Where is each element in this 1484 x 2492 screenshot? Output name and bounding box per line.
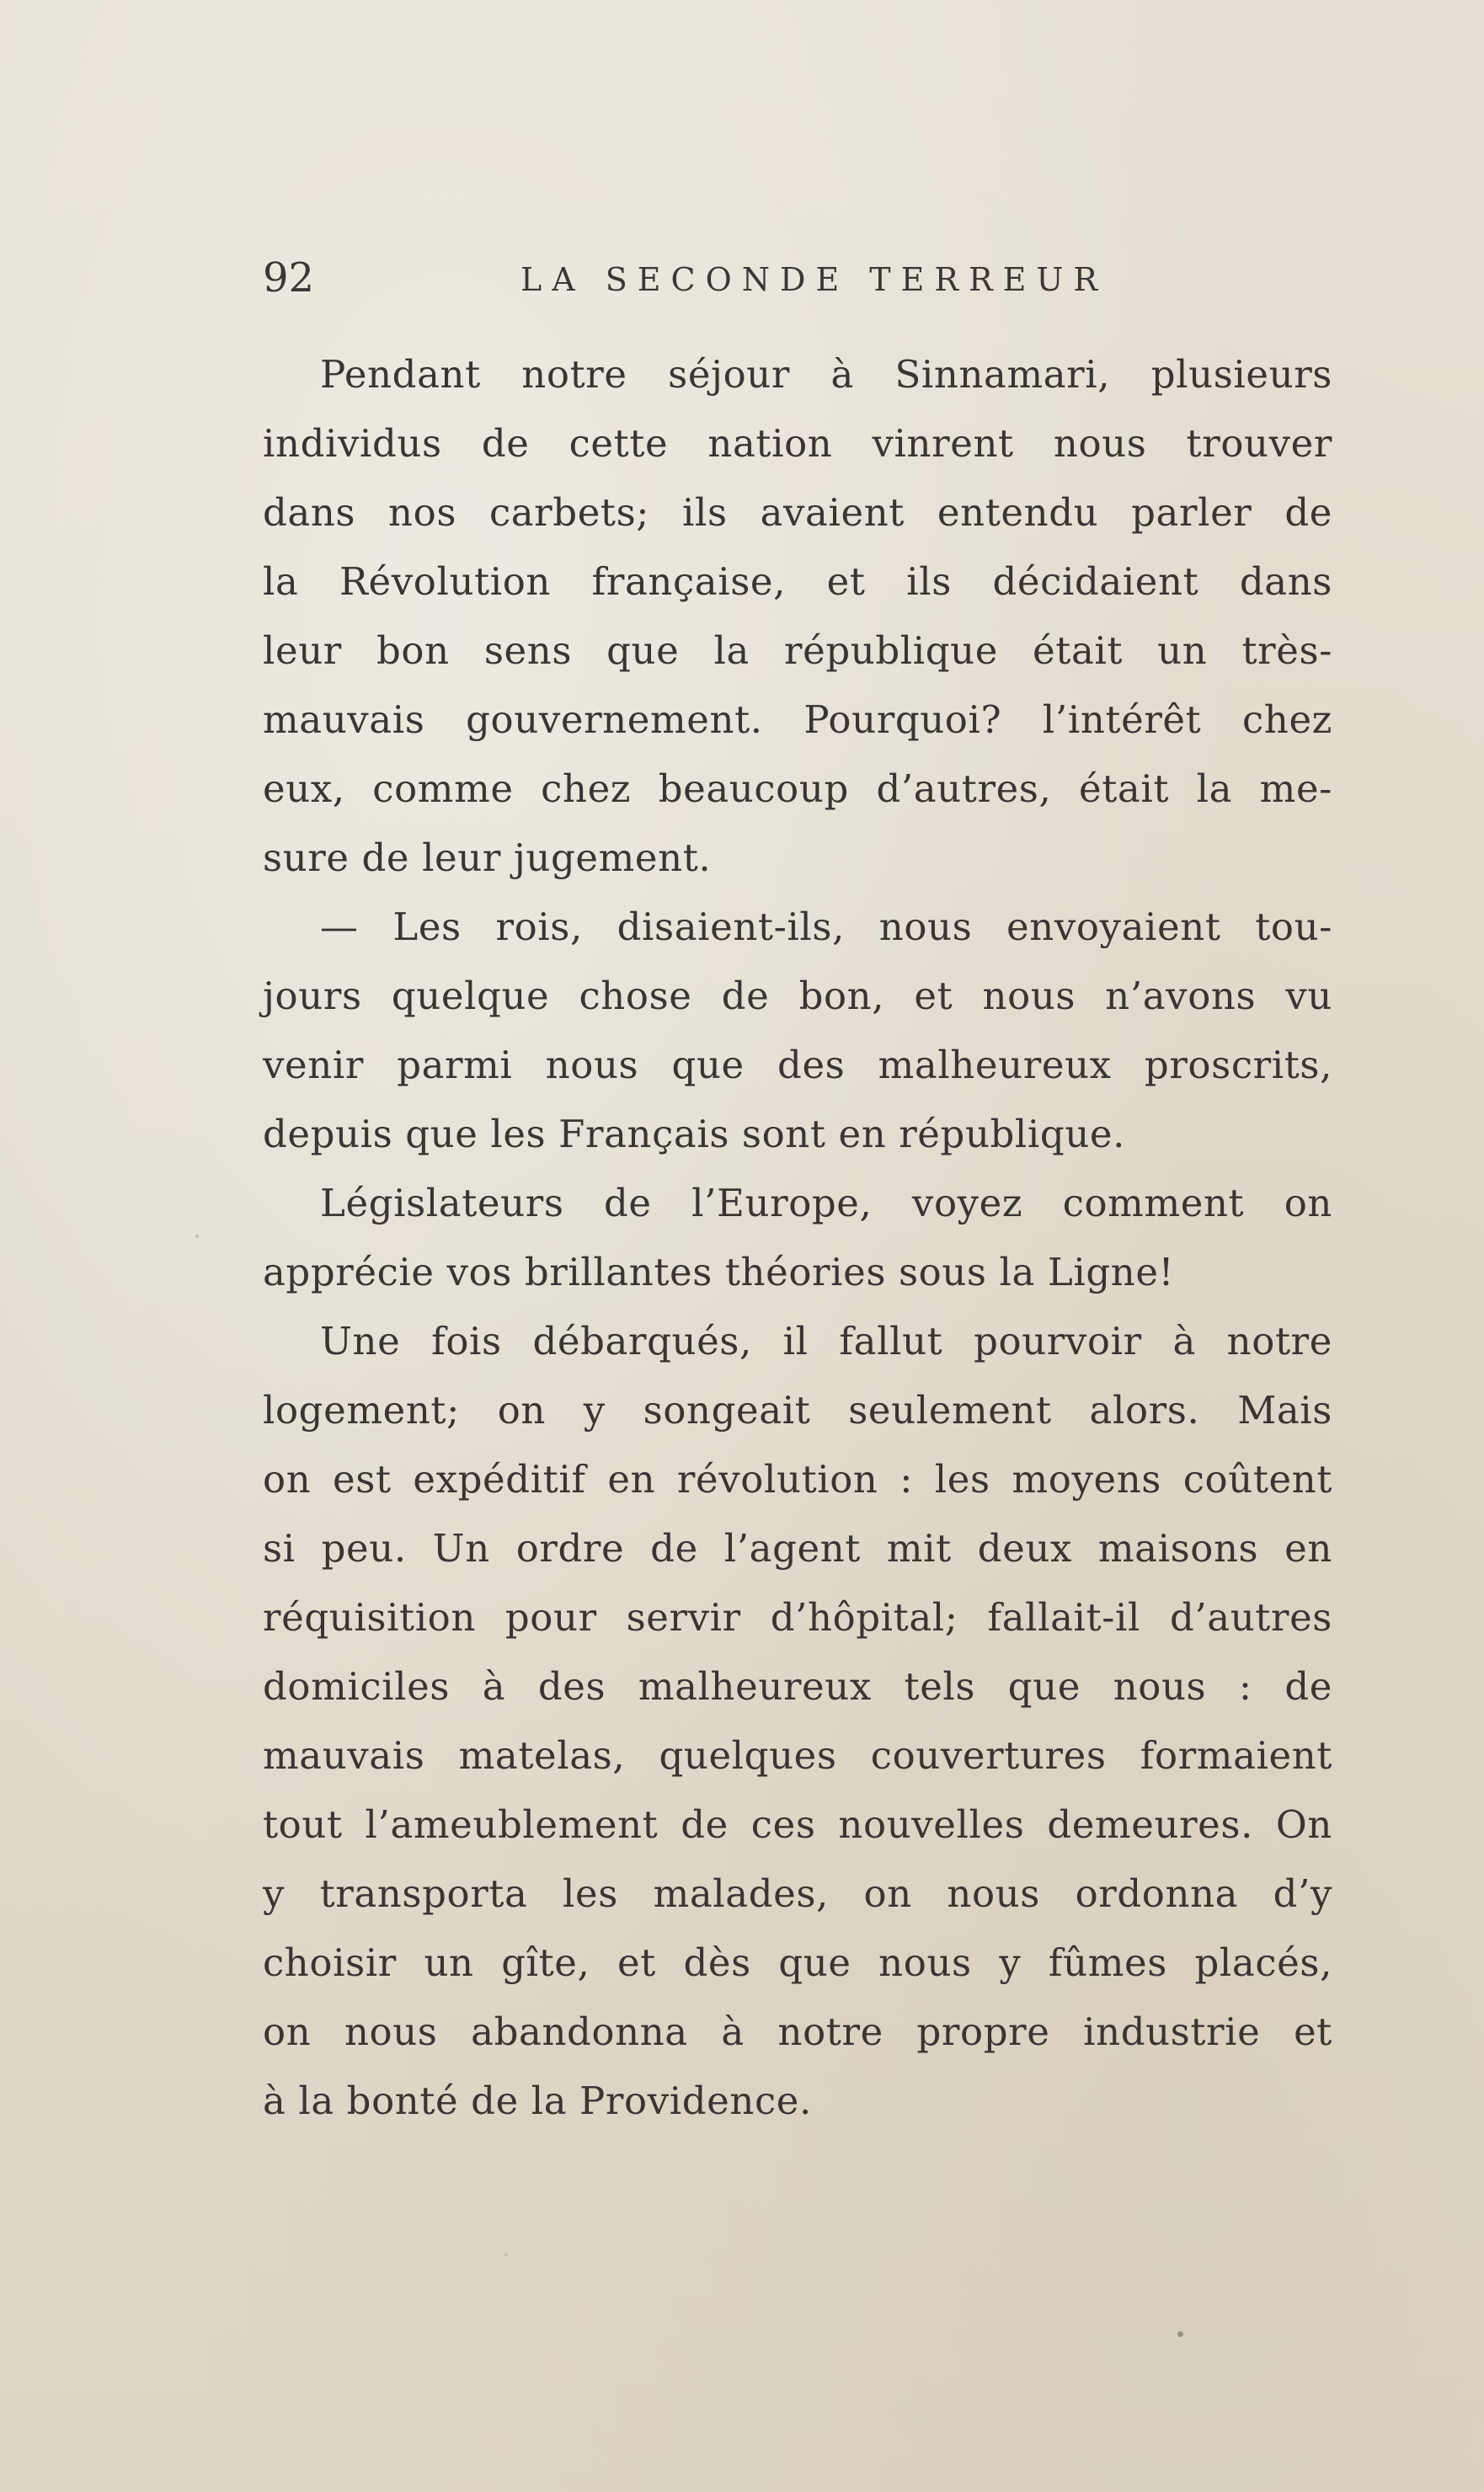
text-line: logement; on y songeait seulement alors. Mais (263, 1388, 1332, 1433)
text-line: si peu. Un ordre de l’agent mit deux maisons en (263, 1526, 1332, 1571)
text-line: Une fois débarqués, il fallut pourvoir à notre (320, 1319, 1332, 1363)
text-line: mauvais matelas, quelques couvertures formaient (263, 1733, 1332, 1778)
page-header (263, 253, 1332, 303)
text-line: on nous abandonna à notre propre industrie et (263, 2009, 1332, 2054)
body-text (263, 340, 1332, 2136)
text-line: on est expéditif en révolution : les moyens coûtent (263, 1457, 1332, 1502)
text-line: à la bonté de la Providence. (263, 2078, 812, 2123)
text-line: venir parmi nous que des malheureux proscrits, (263, 1043, 1332, 1087)
text-line: apprécie vos brillantes théories sous la Ligne! (263, 1250, 1175, 1294)
paper-speck (1177, 2331, 1183, 2337)
text-line: Législateurs de l’Europe, voyez comment on (320, 1181, 1332, 1225)
text-line: individus de cette nation vinrent nous trouver (263, 421, 1332, 466)
text-line: dans nos carbets; ils avaient entendu parler de (263, 490, 1332, 535)
text-line: la Révolution française, et ils décidaient dans (263, 559, 1332, 604)
running-title: LA SECONDE TERREUR (520, 261, 1108, 298)
text-line: leur bon sens que la république était un très- (263, 628, 1332, 673)
page-number: 92 (263, 254, 315, 301)
text-line: jours quelque chose de bon, et nous n’avons vu (263, 974, 1332, 1018)
text-line: depuis que les Français sont en république. (263, 1112, 1126, 1156)
text-line: — Les rois, disaient-ils, nous envoyaient tou- (320, 904, 1332, 949)
paper-speck (504, 2254, 508, 2256)
text-line: y transporta les malades, on nous ordonna d’y (263, 1871, 1332, 1916)
text-line: réquisition pour servir d’hôpital; fallait-il d’autres (263, 1595, 1332, 1640)
paper-speck (195, 1235, 199, 1238)
text-line: eux, comme chez beaucoup d’autres, était la me- (263, 766, 1332, 811)
text-line: domiciles à des malheureux tels que nous : de (263, 1664, 1332, 1709)
text-line: Pendant notre séjour à Sinnamari, plusieurs (320, 352, 1332, 397)
text-line: choisir un gîte, et dès que nous y fûmes placés, (263, 1940, 1332, 1985)
text-line: mauvais gouvernement. Pourquoi? l’intérêt chez (263, 697, 1332, 742)
text-line: tout l’ameublement de ces nouvelles demeures. On (263, 1802, 1332, 1847)
text-line: sure de leur jugement. (263, 835, 712, 880)
